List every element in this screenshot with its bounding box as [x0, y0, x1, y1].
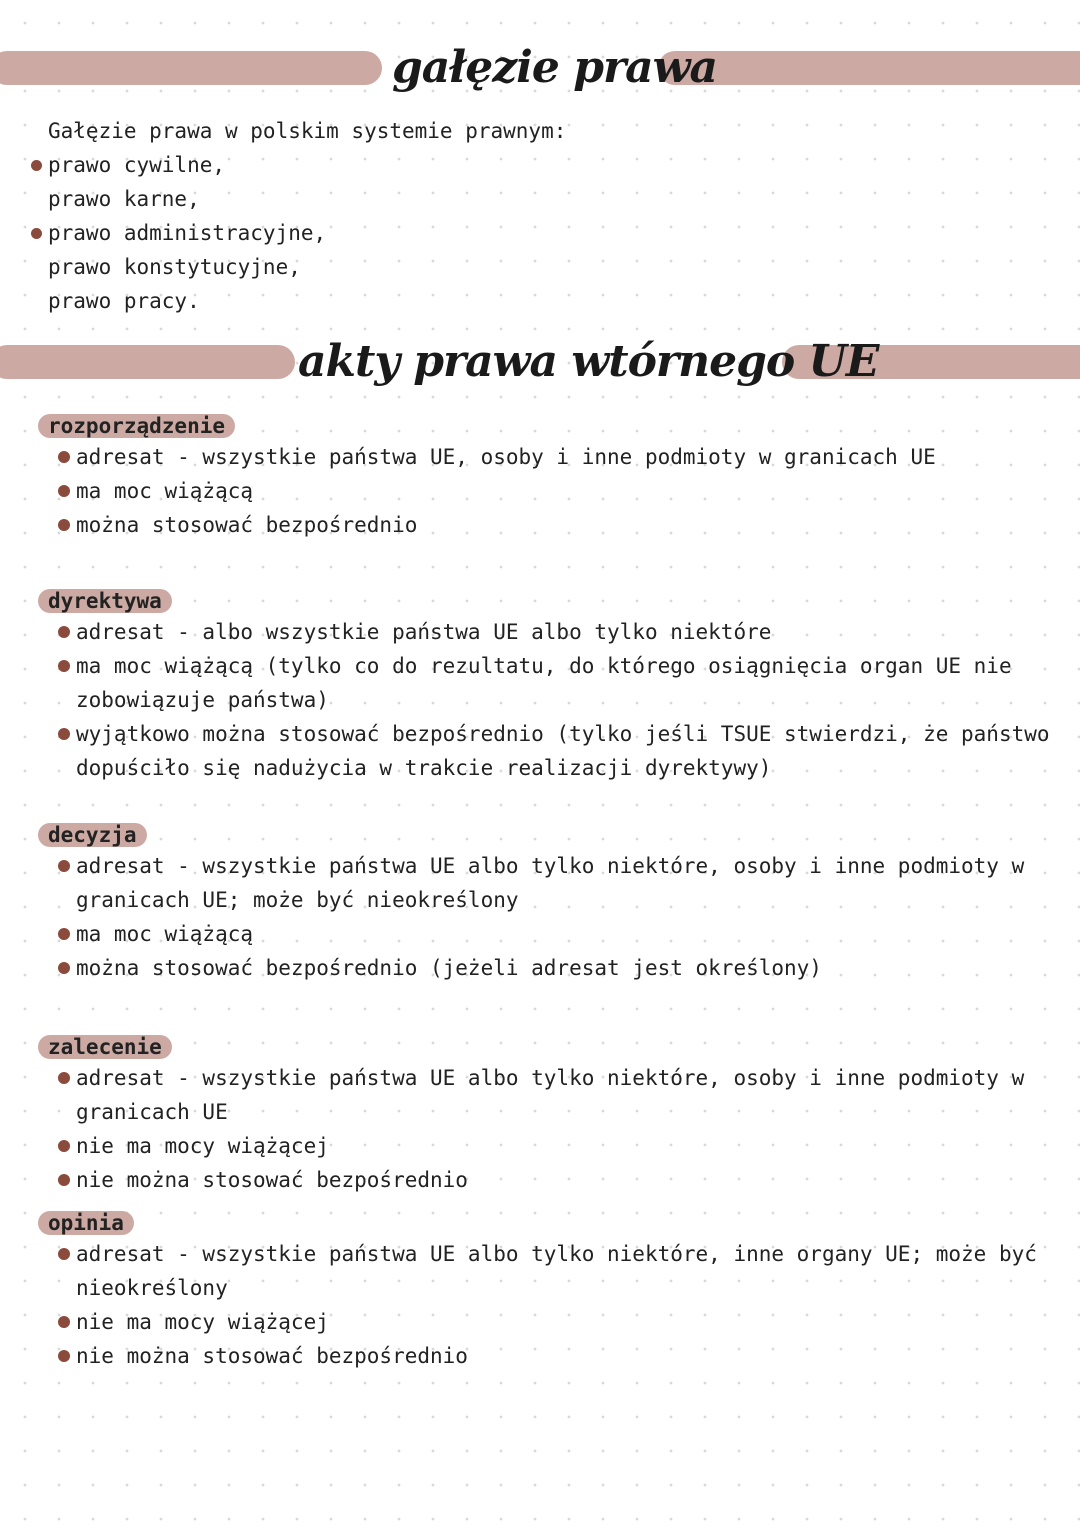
- bullet-dot-icon: [31, 228, 42, 239]
- intro-item: [48, 250, 566, 284]
- header-galezie-prawa: [0, 38, 1080, 98]
- bullet-dot-icon: [58, 860, 70, 872]
- bullet-dot-icon: [58, 962, 70, 974]
- list-item: [38, 508, 1066, 542]
- list-item-text: adresat - wszystkie państwa UE albo tylko niektóre, osoby i inne podmioty w granicach UE; może być nieokreślony: [76, 854, 1025, 912]
- header-title: gałęzie prawa: [392, 42, 718, 93]
- list-item: [38, 951, 1066, 985]
- bullet-dot-icon: [58, 451, 70, 463]
- intro-item-text: prawo cywilne,: [48, 153, 226, 177]
- header-bar-right: [658, 51, 1080, 85]
- list-item: [38, 917, 1066, 951]
- section-rozporzadzenie: [38, 414, 1078, 542]
- list-item: [38, 1163, 1066, 1197]
- list-item-text: adresat - wszystkie państwa UE albo tylko niektóre, osoby i inne podmioty w granicach UE: [76, 1066, 1025, 1124]
- list-item: [38, 1237, 1066, 1305]
- list-item: [38, 615, 1066, 649]
- list-item: [38, 440, 1066, 474]
- header-title: akty prawa wtórnego UE: [298, 336, 879, 387]
- header-bar-left: [0, 51, 382, 85]
- list-item: [38, 474, 1066, 508]
- header-akty-prawa: [0, 332, 1080, 392]
- intro-item: [48, 182, 566, 216]
- list-item: [38, 717, 1066, 785]
- list-item-text: można stosować bezpośrednio (jeżeli adresat jest określony): [76, 956, 822, 980]
- section-decyzja: [38, 823, 1078, 985]
- intro-list: [48, 114, 566, 318]
- intro-item-text: prawo karne,: [48, 187, 200, 211]
- bullet-dot-icon: [58, 728, 70, 740]
- bullet-dot-icon: [58, 928, 70, 940]
- section-opinia: [38, 1211, 1078, 1373]
- bullet-dot-icon: [58, 1072, 70, 1084]
- section-dyrektywa: [38, 589, 1078, 785]
- intro-item-text: prawo administracyjne,: [48, 221, 327, 245]
- intro-heading: Gałęzie prawa w polskim systemie prawnym:: [48, 119, 567, 143]
- bullet-dot-icon: [58, 660, 70, 672]
- list-item-text: adresat - wszystkie państwa UE, osoby i inne podmioty w granicach UE: [76, 445, 936, 469]
- bullet-list: [38, 440, 1078, 542]
- section-label: rozporządzenie: [38, 414, 235, 438]
- bullet-dot-icon: [58, 626, 70, 638]
- list-item-text: nie ma mocy wiążącej: [76, 1310, 329, 1334]
- list-item: [38, 1339, 1066, 1373]
- bullet-dot-icon: [58, 519, 70, 531]
- list-item: [38, 1061, 1066, 1129]
- list-item-text: nie można stosować bezpośrednio: [76, 1344, 468, 1368]
- list-item-text: można stosować bezpośrednio: [76, 513, 418, 537]
- bullet-dot-icon: [58, 1248, 70, 1260]
- list-item-text: nie można stosować bezpośrednio: [76, 1168, 468, 1192]
- bullet-list: [38, 849, 1078, 985]
- list-item-text: nie ma mocy wiążącej: [76, 1134, 329, 1158]
- intro-item: [48, 216, 566, 250]
- bullet-list: [38, 1061, 1078, 1197]
- bullet-dot-icon: [58, 1140, 70, 1152]
- bullet-dot-icon: [58, 1316, 70, 1328]
- bullet-list: [38, 1237, 1078, 1373]
- list-item-text: ma moc wiążącą: [76, 922, 254, 946]
- bullet-list: [38, 615, 1078, 785]
- section-zalecenie: [38, 1035, 1078, 1197]
- header-bar-left: [0, 345, 295, 379]
- list-item-text: ma moc wiążącą (tylko co do rezultatu, do którego osiągnięcia organ UE nie zobowiązuje państwa): [76, 654, 1012, 712]
- intro-item-text: prawo konstytucyjne,: [48, 255, 301, 279]
- section-label: dyrektywa: [38, 589, 172, 613]
- bullet-dot-icon: [58, 1350, 70, 1362]
- section-label: decyzja: [38, 823, 147, 847]
- bullet-dot-icon: [31, 160, 42, 171]
- bullet-dot-icon: [58, 485, 70, 497]
- section-label: opinia: [38, 1211, 134, 1235]
- list-item-text: adresat - albo wszystkie państwa UE albo tylko niektóre: [76, 620, 772, 644]
- intro-item-text: prawo pracy.: [48, 289, 200, 313]
- list-item-text: adresat - wszystkie państwa UE albo tylko niektóre, inne organy UE; może być nieokreślony: [76, 1242, 1037, 1300]
- list-item-text: ma moc wiążącą: [76, 479, 254, 503]
- intro-item: [48, 284, 566, 318]
- bullet-dot-icon: [58, 1174, 70, 1186]
- list-item: [38, 849, 1066, 917]
- list-item: [38, 649, 1066, 717]
- section-label: zalecenie: [38, 1035, 172, 1059]
- intro-item: [48, 148, 566, 182]
- list-item: [38, 1305, 1066, 1339]
- list-item-text: wyjątkowo można stosować bezpośrednio (tylko jeśli TSUE stwierdzi, że państwo dopuściło się nadużycia w trakcie realizacji dyrektywy): [76, 722, 1050, 780]
- list-item: [38, 1129, 1066, 1163]
